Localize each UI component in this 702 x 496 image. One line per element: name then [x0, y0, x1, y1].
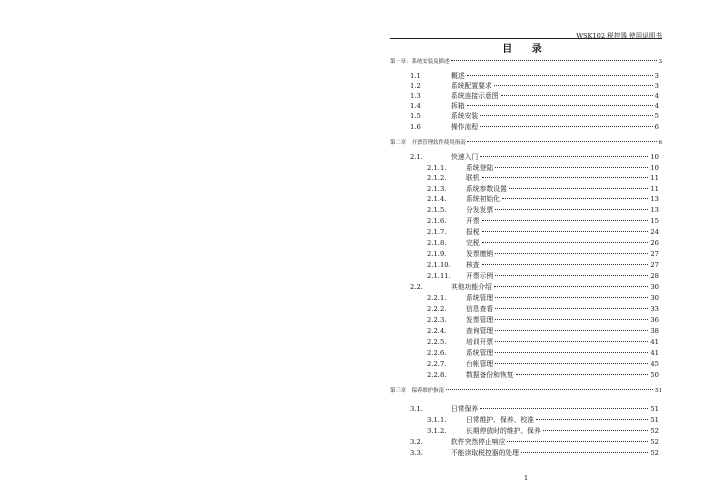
toc-entry	[427, 205, 659, 215]
toc-entry-page: 3	[654, 72, 659, 80]
toc-entry-number: 2.1.7.	[427, 228, 447, 236]
toc-dot-leader	[480, 408, 648, 409]
document-page	[390, 0, 662, 496]
toc-entry-number: 2.2.6.	[427, 349, 447, 357]
toc-entry	[427, 315, 659, 325]
toc-chapter	[390, 138, 662, 148]
toc-dot-leader	[494, 286, 649, 287]
toc-entry-page: 3	[654, 82, 659, 90]
running-header: WSK102 税控器 使用说明书	[576, 32, 662, 40]
toc-entry-number: 2.1.1.	[427, 164, 447, 172]
toc-entry-page: 30	[650, 283, 659, 291]
toc-entry	[410, 101, 659, 111]
header-rule	[390, 38, 662, 39]
toc-entry-number: 3.3.	[410, 449, 423, 457]
toc-entry-page: 45	[650, 360, 659, 368]
toc-dot-leader	[482, 231, 649, 232]
toc-entry-number: 2.1.10.	[427, 261, 451, 269]
toc-entry-page: 38	[650, 327, 659, 335]
toc-entry-page: 11	[650, 185, 659, 193]
toc-entry-label: 系统连接示意图	[451, 92, 499, 100]
toc-dot-leader	[467, 75, 653, 76]
toc-entry-label: 发票缴销	[466, 250, 494, 258]
toc-dot-leader	[501, 95, 653, 96]
toc-entry-number: 2.1.5.	[427, 206, 447, 214]
toc-entry-page: 33	[650, 305, 659, 313]
toc-entry	[410, 437, 659, 447]
toc-entry-number: 2.2.5.	[427, 338, 447, 346]
toc-dot-leader	[467, 141, 656, 142]
toc-dot-leader	[494, 85, 653, 86]
toc-entry-label: 第一章：系统安装及描述	[390, 59, 450, 65]
toc-entry-number: 2.2.3.	[427, 316, 447, 324]
toc-entry-label: 核查	[466, 261, 480, 269]
toc-entry	[427, 348, 659, 358]
toc-dot-leader	[495, 209, 648, 210]
toc-entry-label: 系统管理	[466, 294, 494, 302]
toc-entry-page: 13	[650, 206, 659, 214]
toc-entry-number: 2.1.3.	[427, 185, 447, 193]
toc-entry-page: 4	[654, 102, 659, 110]
toc-entry-number: 3.1.1.	[427, 416, 447, 424]
toc-dot-leader	[495, 352, 648, 353]
toc-entry-label: 系统参数设置	[466, 185, 507, 193]
toc-entry-page: 10	[650, 164, 659, 172]
toc-dot-leader	[480, 156, 648, 157]
toc-title: 目 录	[502, 44, 550, 55]
toc-dot-leader	[502, 198, 648, 199]
toc-entry-label: 系统安装	[451, 112, 479, 120]
toc-entry-page: 4	[654, 92, 659, 100]
toc-entry-number: 3.1.	[410, 405, 423, 413]
toc-dot-leader	[495, 363, 648, 364]
toc-entry-number: 2.1.6.	[427, 217, 447, 225]
toc-entry	[410, 282, 659, 292]
toc-entry-number: 2.1.2.	[427, 174, 447, 182]
toc-dot-leader	[495, 253, 648, 254]
toc-entry	[427, 370, 659, 380]
page-number: 1	[523, 474, 529, 482]
toc-entry-number: 2.1.4.	[427, 195, 447, 203]
toc-entry	[427, 260, 659, 270]
toc-entry-number: 1.2	[410, 82, 421, 90]
toc-dot-leader	[495, 167, 648, 168]
toc-entry-number: 1.5	[410, 112, 421, 120]
toc-entry-page: 52	[650, 438, 659, 446]
toc-entry-page: 41	[650, 349, 659, 357]
toc-entry	[410, 404, 659, 414]
toc-entry	[427, 194, 659, 204]
toc-entry-page: 24	[650, 228, 659, 236]
toc-entry-page: 28	[650, 272, 659, 280]
toc-entry-label: 第二章 开票管理软件使用指南	[390, 140, 466, 146]
toc-entry-number: 2.1.11.	[427, 272, 451, 280]
toc-entry-label: 开票	[466, 217, 480, 225]
toc-dot-leader	[495, 308, 648, 309]
toc-entry-label: 系统初始化	[466, 195, 500, 203]
toc-entry	[427, 359, 659, 369]
toc-dot-leader	[516, 374, 649, 375]
toc-entry-page: 6	[654, 123, 659, 131]
toc-dot-leader	[495, 341, 648, 342]
toc-dot-leader	[482, 264, 649, 265]
toc-entry-number: 1.4	[410, 102, 421, 110]
toc-dot-leader	[536, 419, 648, 420]
toc-entry-number: 1.6	[410, 123, 421, 131]
toc-entry-label: 不能读取税控器的处理	[451, 449, 519, 457]
toc-entry-number: 1.1	[410, 72, 421, 80]
toc-entry-page: 52	[650, 427, 659, 435]
toc-entry-label: 完税	[466, 239, 480, 247]
toc-dot-leader	[446, 389, 653, 390]
toc-dot-leader	[495, 330, 648, 331]
toc-entry-number: 2.2.2.	[427, 305, 447, 313]
toc-entry	[410, 91, 659, 101]
toc-entry-page: 51	[650, 416, 659, 424]
toc-entry-label: 信息查看	[466, 305, 494, 313]
toc-entry-number: 2.2.8.	[427, 371, 447, 379]
toc-dot-leader	[451, 60, 656, 61]
toc-entry	[427, 304, 659, 314]
toc-dot-leader	[509, 188, 649, 189]
toc-dot-leader	[495, 275, 648, 276]
toc-entry	[427, 184, 659, 194]
toc-dot-leader	[543, 430, 649, 431]
toc-entry-page: 51	[655, 388, 662, 394]
toc-dot-leader	[482, 220, 649, 221]
toc-dot-leader	[467, 105, 653, 106]
toc-entry-label: 操作流程	[451, 123, 479, 131]
toc-entry	[410, 152, 659, 162]
toc-entry	[410, 122, 659, 132]
toc-entry-page: 13	[650, 195, 659, 203]
toc-entry-label: 查询管理	[466, 327, 494, 335]
toc-entry-label: 拆箱	[451, 102, 465, 110]
toc-dot-leader	[507, 441, 648, 442]
toc-entry-label: 其他功能介绍	[451, 283, 492, 291]
toc-entry-number: 2.2.4.	[427, 327, 447, 335]
toc-entry-label: 报税	[466, 228, 480, 236]
toc-entry	[410, 111, 659, 121]
toc-entry	[427, 326, 659, 336]
toc-entry-label: 数据备份和恢复	[466, 371, 514, 379]
toc-entry-number: 2.2.7.	[427, 360, 447, 368]
toc-entry	[427, 249, 659, 259]
toc-entry-page: 41	[650, 338, 659, 346]
toc-entry-number: 3.1.2.	[427, 427, 447, 435]
toc-entry	[427, 337, 659, 347]
toc-entry	[427, 227, 659, 237]
toc-chapter	[390, 57, 662, 67]
toc-entry	[427, 426, 659, 436]
toc-entry	[410, 71, 659, 81]
toc-entry-page: 26	[650, 239, 659, 247]
toc-entry	[427, 415, 659, 425]
toc-entry-label: 概述	[451, 72, 465, 80]
toc-entry	[427, 293, 659, 303]
toc-dot-leader	[480, 126, 652, 127]
toc-entry	[427, 271, 659, 281]
toc-entry-number: 2.2.1.	[427, 294, 447, 302]
toc-entry-label: 快速入门	[451, 153, 479, 161]
toc-entry-label: 长期停放时的维护、保养	[466, 427, 541, 435]
toc-entry-page: 30	[650, 294, 659, 302]
toc-entry-page: 11	[650, 174, 659, 182]
toc-dot-leader	[521, 452, 648, 453]
toc-entry-page: 27	[650, 250, 659, 258]
toc-entry-label: 日常保养	[451, 405, 479, 413]
toc-entry-page: 27	[650, 261, 659, 269]
toc-entry-label: 软件突然停止响应	[451, 438, 506, 446]
toc-entry-page: 51	[650, 405, 659, 413]
toc-dot-leader	[482, 177, 649, 178]
toc-entry-label: 联机	[466, 174, 480, 182]
toc-entry	[410, 448, 659, 458]
toc-entry-page: 52	[650, 449, 659, 457]
toc-entry-number: 2.2.	[410, 283, 423, 291]
toc-dot-leader	[495, 319, 648, 320]
toc-entry-number: 3.2.	[410, 438, 423, 446]
toc-entry-label: 台帐管理	[466, 360, 494, 368]
toc-entry-label: 系统登陆	[466, 164, 494, 172]
toc-entry	[427, 173, 659, 183]
toc-entry-number: 2.1.9.	[427, 250, 447, 258]
toc-entry	[427, 163, 659, 173]
toc-entry	[427, 238, 659, 248]
toc-entry	[427, 216, 659, 226]
toc-entry-label: 开票示例	[466, 272, 494, 280]
toc-entry-page: 15	[650, 217, 659, 225]
toc-entry-label: 第三章 保养维护指南	[390, 388, 444, 394]
toc-entry-number: 2.1.	[410, 153, 423, 161]
toc-dot-leader	[482, 242, 649, 243]
toc-chapter	[390, 386, 662, 396]
toc-entry-label: 发票管理	[466, 316, 494, 324]
toc-dot-leader	[480, 115, 652, 116]
toc-entry-page: 36	[650, 316, 659, 324]
toc-entry-label: 分发发票	[466, 206, 494, 214]
toc-entry-page: 10	[650, 153, 659, 161]
toc-entry-page: 6	[658, 140, 662, 146]
toc-entry	[410, 81, 659, 91]
toc-entry-page: 5	[654, 112, 659, 120]
toc-entry-page: 3	[658, 59, 662, 65]
toc-entry-label: 系统配置要求	[451, 82, 492, 90]
toc-entry-number: 1.3	[410, 92, 421, 100]
toc-entry-label: 培训开票	[466, 338, 494, 346]
toc-entry-page: 50	[650, 371, 659, 379]
toc-entry-label: 系统管理	[466, 349, 494, 357]
toc-dot-leader	[495, 297, 648, 298]
toc-entry-number: 2.1.8.	[427, 239, 447, 247]
toc-entry-label: 日常维护、保养、校准	[466, 416, 534, 424]
